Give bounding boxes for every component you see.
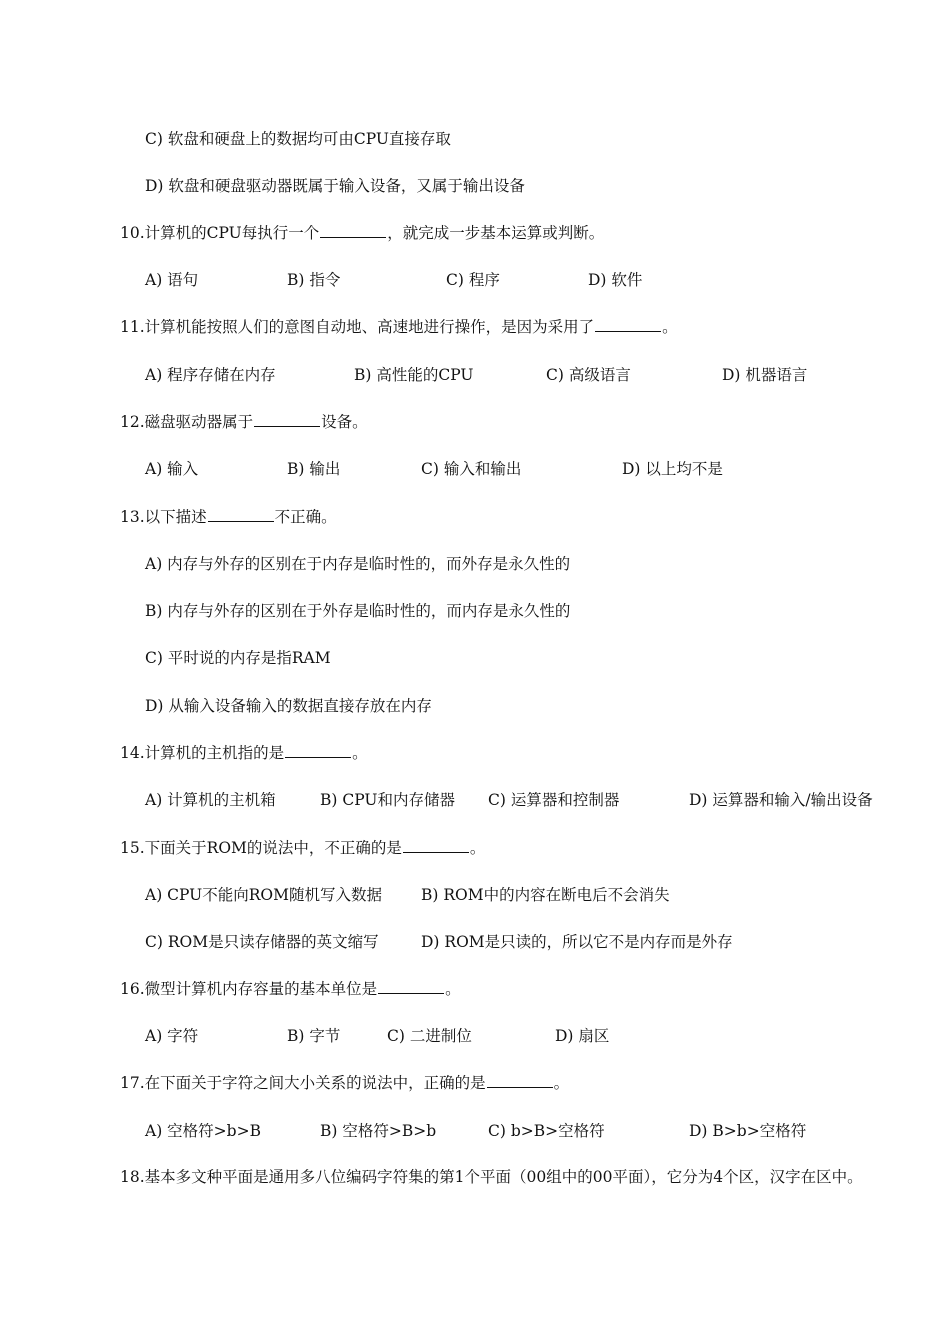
q17-stem-text: 17.在下面关于字符之间大小关系的说法中，正确的是 <box>120 1074 486 1092</box>
q9-option-c: C) 软盘和硬盘上的数据均可由CPU直接存取 <box>145 130 451 148</box>
q10-option-c: C) 程序 <box>446 271 500 289</box>
q15-option-d: D) ROM是只读的，所以它不是内存而是外存 <box>421 933 733 951</box>
q15-stem-text: 15.下面关于ROM的说法中，不正确的是 <box>120 839 402 857</box>
q16-option-a: A) 字符 <box>145 1027 199 1045</box>
q15-option-c: C) ROM是只读存储器的英文缩写 <box>145 933 379 951</box>
q15-option-a: A) CPU不能向ROM随机写入数据 <box>145 886 382 904</box>
q9-option-d: D) 软盘和硬盘驱动器既属于输入设备，又属于输出设备 <box>145 177 525 195</box>
q16-stem <box>120 979 461 999</box>
q12-option-d: D) 以上均不是 <box>622 460 723 478</box>
q16-blank <box>378 979 444 994</box>
q17-option-b: B) 空格符>B>b <box>320 1122 437 1140</box>
q16-option-b: B) 字节 <box>287 1027 341 1045</box>
q17-stem <box>120 1073 569 1093</box>
q15-stem <box>120 838 485 858</box>
q14-stem-text: 14.计算机的主机指的是 <box>120 744 285 762</box>
q12-stem-text: 12.磁盘驱动器属于 <box>120 413 254 431</box>
q12-option-c: C) 输入和输出 <box>421 460 522 478</box>
q17-stem-end: 。 <box>553 1074 570 1092</box>
q11-option-b: B) 高性能的CPU <box>354 366 474 384</box>
q15-option-b: B) ROM中的内容在断电后不会消失 <box>421 886 670 904</box>
q13-option-d: D) 从输入设备输入的数据直接存放在内存 <box>145 697 432 715</box>
q14-blank <box>285 743 351 758</box>
q10-stem <box>120 223 604 243</box>
q14-stem <box>120 743 368 763</box>
q14-option-b: B) CPU和内存储器 <box>320 791 455 809</box>
q12-option-b: B) 输出 <box>287 460 341 478</box>
q11-blank <box>595 317 661 332</box>
q10-blank <box>320 223 386 238</box>
q11-stem-text: 11.计算机能按照人们的意图自动地、高速地进行操作，是因为采用了 <box>120 318 595 336</box>
q13-blank <box>208 507 274 522</box>
q18-text: 18.基本多文种平面是通用多八位编码字符集的第1个平面（00组中的00平面），它分为4个区，汉字在区中。 <box>120 1168 863 1186</box>
q17-option-d: D) B>b>空格符 <box>689 1122 807 1140</box>
q14-option-a: A) 计算机的主机箱 <box>145 791 276 809</box>
q13-option-c: C) 平时说的内存是指RAM <box>145 649 331 667</box>
q10-stem-end: ，就完成一步基本运算或判断。 <box>387 224 605 242</box>
q13-stem-end: 不正确。 <box>274 508 337 526</box>
q17-blank <box>487 1073 553 1088</box>
q14-option-d: D) 运算器和输入/输出设备 <box>689 791 873 809</box>
q10-option-a: A) 语句 <box>145 271 199 289</box>
q14-option-c: C) 运算器和控制器 <box>488 791 620 809</box>
q16-option-d: D) 扇区 <box>555 1027 610 1045</box>
q13-stem <box>120 507 337 527</box>
q10-option-b: B) 指令 <box>287 271 341 289</box>
q17-option-c: C) b>B>空格符 <box>488 1122 605 1140</box>
q17-option-a: A) 空格符>b>B <box>145 1122 261 1140</box>
q13-option-a: A) 内存与外存的区别在于内存是临时性的，而外存是永久性的 <box>145 555 571 573</box>
q11-stem <box>120 317 678 337</box>
q16-stem-text: 16.微型计算机内存容量的基本单位是 <box>120 980 378 998</box>
q11-option-d: D) 机器语言 <box>722 366 808 384</box>
q13-stem-text: 13.以下描述 <box>120 508 207 526</box>
q15-stem-end: 。 <box>469 839 486 857</box>
q15-blank <box>403 838 469 853</box>
q10-option-d: D) 软件 <box>588 271 643 289</box>
q12-blank <box>254 412 320 427</box>
q12-option-a: A) 输入 <box>145 460 199 478</box>
q14-stem-end: 。 <box>352 744 368 762</box>
q16-stem-end: 。 <box>445 980 461 998</box>
q12-stem-end: 设备。 <box>321 413 368 431</box>
q13-option-b: B) 内存与外存的区别在于外存是临时性的，而内存是永久性的 <box>145 602 571 620</box>
q16-option-c: C) 二进制位 <box>387 1027 472 1045</box>
q11-option-a: A) 程序存储在内存 <box>145 366 276 384</box>
q10-stem-text: 10.计算机的CPU每执行一个 <box>120 224 320 242</box>
q11-stem-end: 。 <box>662 318 678 336</box>
q12-stem <box>120 412 368 432</box>
q11-option-c: C) 高级语言 <box>546 366 631 384</box>
